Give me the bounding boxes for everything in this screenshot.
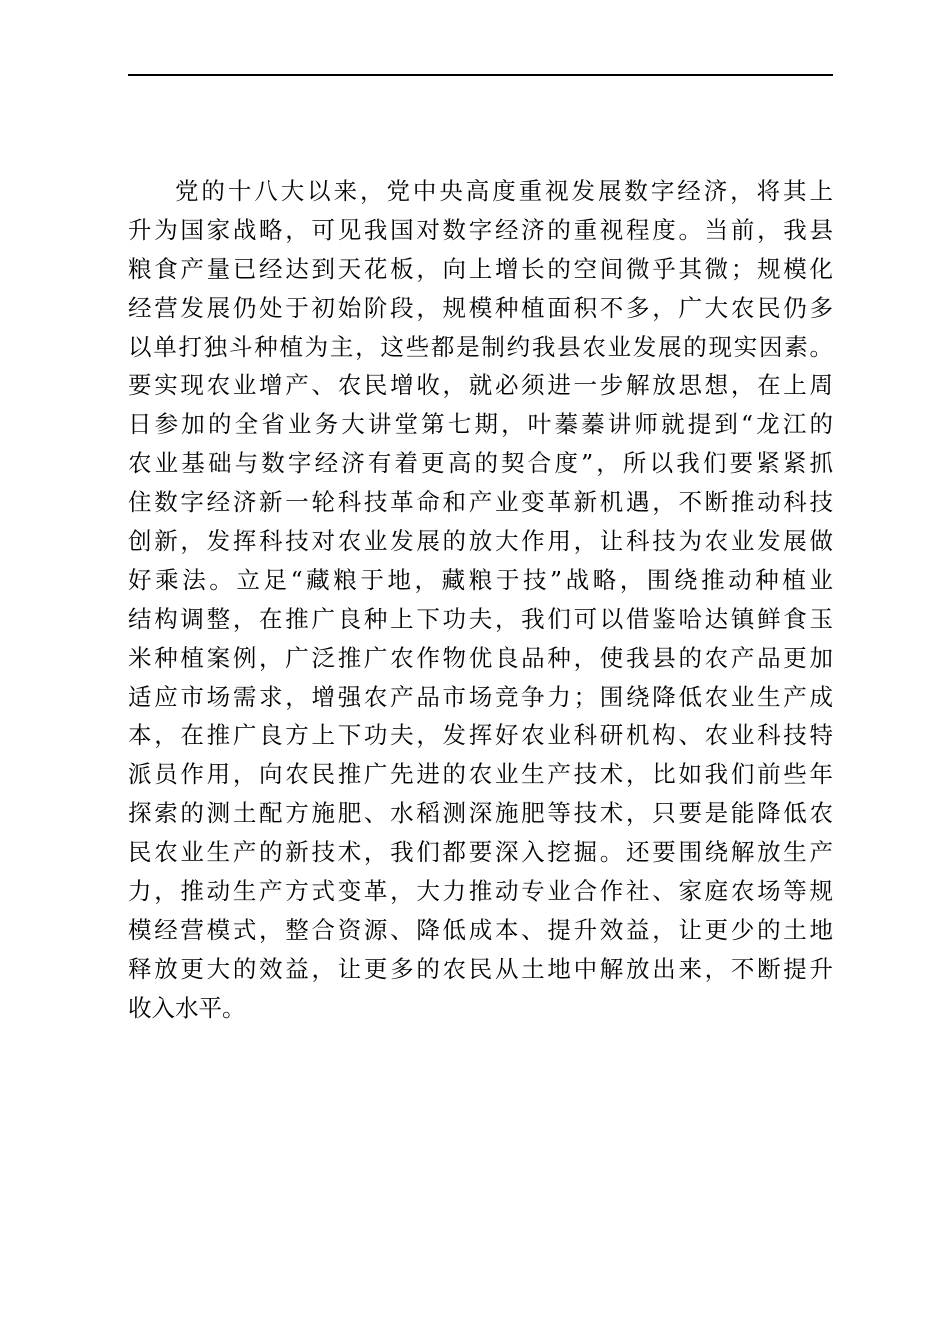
paragraph-line: 米种植案例，广泛推广农作物优良品种，使我县的农产品更加 xyxy=(128,643,833,672)
paragraph-line: 释放更大的效益，让更多的农民从土地中解放出来，不断提升 xyxy=(128,954,833,983)
paragraph-line: 升为国家战略，可见我国对数字经济的重视程度。当前，我县 xyxy=(128,215,833,244)
paragraph-line: 粮食产量已经达到天花板，向上增长的空间微乎其微；规模化 xyxy=(128,254,833,283)
paragraph-line: 力，推动生产方式变革，大力推动专业合作社、家庭农场等规 xyxy=(128,877,833,906)
paragraph-line: 模经营模式，整合资源、降低成本、提升效益，让更少的土地 xyxy=(128,915,833,944)
paragraph-line: 以单打独斗种植为主，这些都是制约我县农业发展的现实因素。 xyxy=(128,332,833,361)
paragraph-line: 探索的测土配方施肥、水稻测深施肥等技术，只要是能降低农 xyxy=(128,799,833,828)
paragraph-line: 日参加的全省业务大讲堂第七期，叶蓁蓁讲师就提到“龙江的 xyxy=(128,410,833,439)
body-paragraph xyxy=(128,172,833,1028)
paragraph-line: 党的十八大以来，党中央高度重视发展数字经济，将其上 xyxy=(175,177,833,205)
paragraph-line: 要实现农业增产、农民增收，就必须进一步解放思想，在上周 xyxy=(128,371,833,400)
paragraph-line: 适应市场需求，增强农产品市场竞争力；围绕降低农业生产成 xyxy=(128,682,833,711)
paragraph-line: 创新，发挥科技对农业发展的放大作用，让科技为农业发展做 xyxy=(128,527,833,556)
paragraph-line: 本，在推广良方上下功夫，发挥好农业科研机构、农业科技特 xyxy=(128,721,833,750)
paragraph-line: 收入水平。 xyxy=(128,993,246,1022)
header-rule xyxy=(128,74,833,76)
paragraph-line: 好乘法。立足“藏粮于地，藏粮于技”战略，围绕推动种植业 xyxy=(128,565,833,594)
paragraph-line: 经营发展仍处于初始阶段，规模种植面积不多，广大农民仍多 xyxy=(128,293,833,322)
paragraph-line: 住数字经济新一轮科技革命和产业变革新机遇，不断推动科技 xyxy=(128,488,833,517)
paragraph-line: 结构调整，在推广良种上下功夫，我们可以借鉴哈达镇鲜食玉 xyxy=(128,604,833,633)
paragraph-line: 派员作用，向农民推广先进的农业生产技术，比如我们前些年 xyxy=(128,760,833,789)
paragraph-line: 民农业生产的新技术，我们都要深入挖掘。还要围绕解放生产 xyxy=(128,838,833,867)
paragraph-line: 农业基础与数字经济有着更高的契合度”，所以我们要紧紧抓 xyxy=(128,449,833,478)
